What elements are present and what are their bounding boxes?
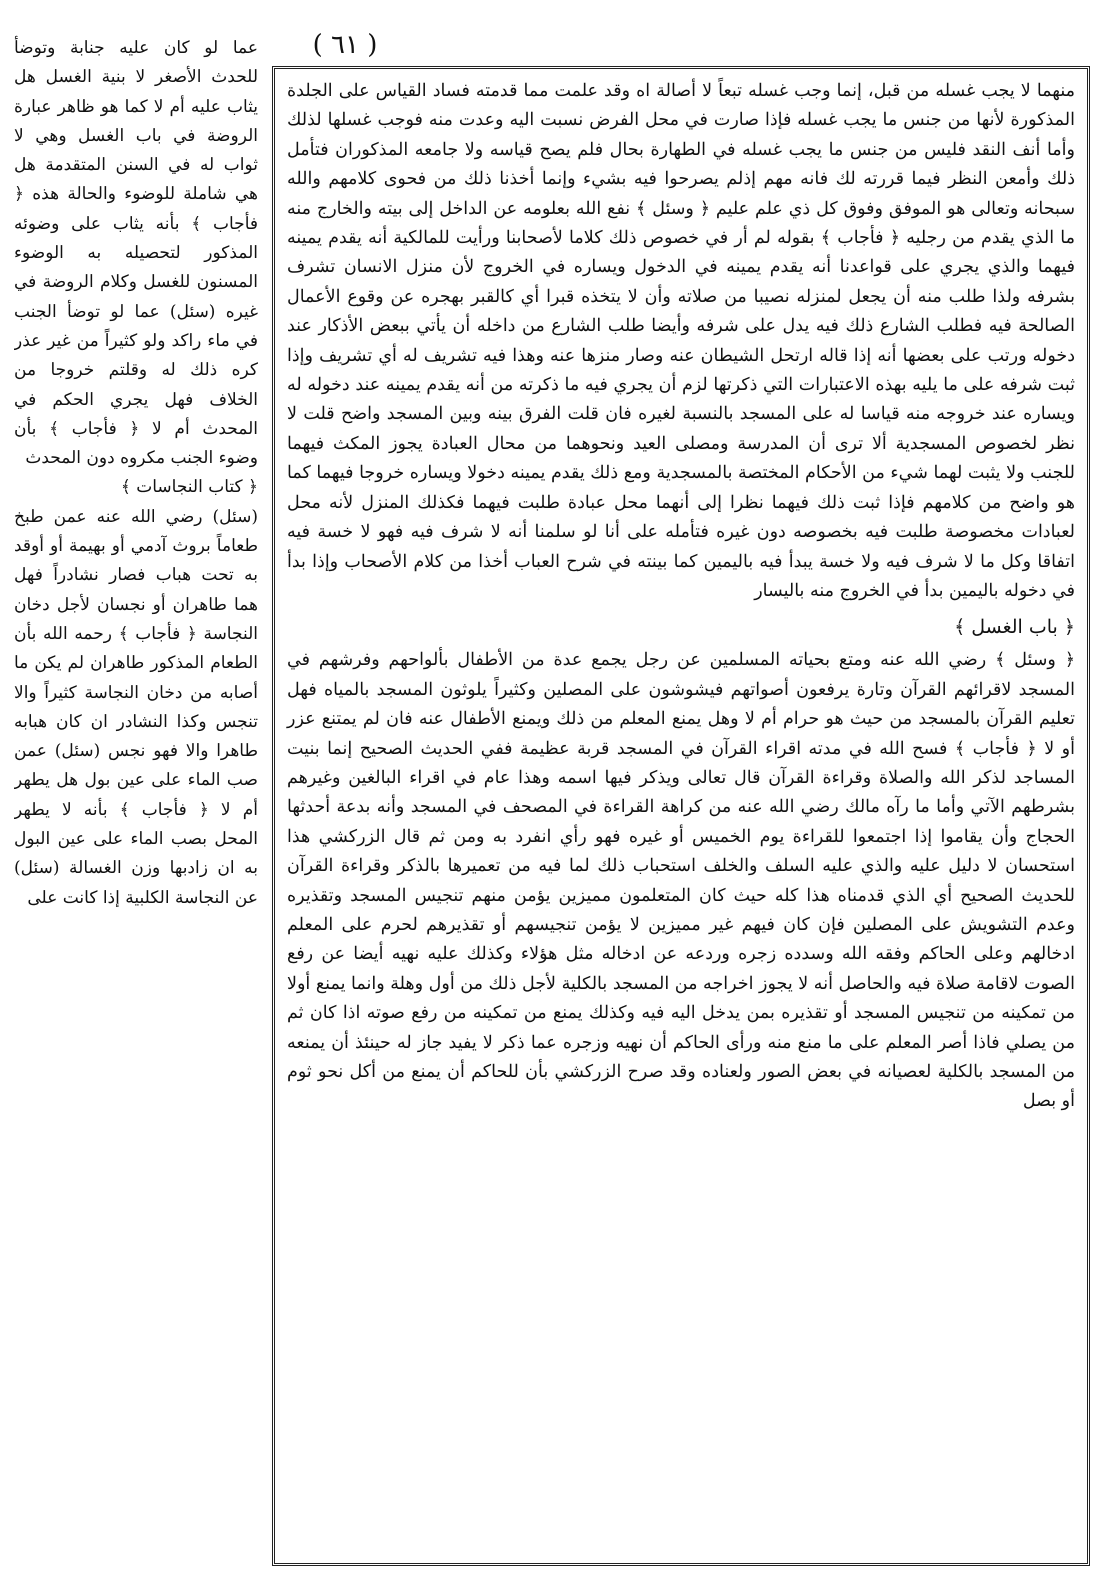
section-title-bab-al-ghusl: ﴿ باب الغسل ﴾ <box>954 616 1075 639</box>
main-paragraph-2: ﴿ وسئل ﴾ رضي الله عنه ومتع بحياته المسلمين عن رجل يجمع عدة من الأطفال بألواحهم وفرشهم في المسجد لاقرائهم القرآن وتارة يرفعون أصواتهم فيشوشون على المصلين وكثيراً يلوثون المسجد بالمياه فهل تعليم القرآن بالمسجد من حيث هو حرام أم لا وهل يمنع المعلم من ذلك ويمنع الأطفال عنه فان لم يمتنع عزر أو لا ﴿ فأجاب ﴾ فسح الله في مدته اقراء القرآن في المسجد قربة عظيمة ففي الحديث الصحيح إنما بنيت المساجد لذكر الله والصلاة وقراءة القرآن قال تعالى ويذكر فيها اسمه وهذا عام في اقراء البالغين وغيرهم بشرطهم الآتي وأما ما رآه مالك رضي الله عنه من كراهة القراءة في المصحف في المسجد وأنه بدعة أحدثها الحجاج وأن يقاموا إذا اجتمعوا للقراءة يوم الخميس أو غيره فهو رأي انفرد به ومن ثم قال الزركشي هذا استحسان لا دليل عليه والذي عليه السلف والخلف استحباب ذلك لما فيه من تعميرها بالذكر وقراءة القرآن للحديث الصحيح أي الذي قدمناه هذا كله حيث كان المتعلمون مميزين يؤمن منهم تنجيس المسجد وتقذيره وعدم التشويش على المصلين فإن كان فيهم غير مميزين لا يؤمن تنجيسهم أو تقذيرهم لحرم على المعلم ادخالهم وعلى الحاكم وفقه الله وسدده زجره وردعه عن ادخاله مثل هؤلاء وكذلك عليه نهيه أيضا عن رفع الصوت لاقامة صلاة فيه والحاصل أنه لا يجوز اخراجه من المسجد بالكلية لأجل ذلك من أول وهلة وانما يمنع أولا من تمكينه من تنجيس المسجد أو تقذيره بمن يدخل اليه فيه وكذلك يمنع من تمكينه من رفع صوته اذا كان ثم من يصلي فاذا أصر المعلم على ما منع منه ورأى الحاكم أن نهيه وزجره عما ذكر لا يفيد جاز له حينئذ أن يمنعه من المسجد بالكلية لعصيانه في بعض الصور ولعناده وقد صرح الزركشي بأن للحاكم أن يمنع من أكل نحو ثوم أو بصل <box>287 650 1075 1112</box>
main-paragraph-1: منهما لا يجب غسله من قبل، إنما وجب غسله تبعاً لا أصالة اه وقد علمت مما قدمته فساد القياس على الجلدة المذكورة لأنها من جنس ما يجب غسله فإذا صارت في محل الفرض نسبت اليه وعدت منه فوجب غسلها لذلك وأما أنف النقد فليس من جنس ما يجب غسله في الطهارة بحال فلم يصح قياسه ولا جامعه المذكوران فتأمل ذلك وأمعن النظر فيما قررته لك فانه مهم إذلم يصرحوا فيه بشيء وإنما أخذنا ذلك من فحوى كلامهم والله سبحانه وتعالى هو الموفق وفوق كل ذي علم عليم ﴿ وسئل ﴾ نفع الله بعلومه عن الداخل إلى بيته والخارج منه ما الذي يقدم من رجليه ﴿ فأجاب ﴾ بقوله لم أر في خصوص ذلك كلاما لأصحابنا ورأيت للمالكية أنه يقدم يمينه فيهما والذي يجري على قواعدنا أنه يقدم يمينه في الدخول ويساره في الخروج لأن منزل الانسان تشرف بشرفه ولذا طلب منه أن يجعل لمنزله نصيبا من صلاته وأن لا يتخذه قبرا أي كالقبر بهجره عن وقوع الأعمال الصالحة فيه فطلب الشارع ذلك فيه يدل على شرفه وأيضا طلب الشارع من داخله أن يأتي ببعض الأذكار عند دخوله ورتب على بعضها أنه إذا قاله ارتحل الشيطان عنه وصار منزها عنه وهذا فيه تشريف له أي تشريف وإذا ثبت شرفه على ما يليه بهذه الاعتبارات التي ذكرتها لزم أن يجري فيه ما ذكرته من أنه يقدم يمينه عند دخوله له ويساره عند خروجه منه قياسا له على المسجد بالنسبة لغيره فان قلت الفرق بينه وبين المسجد واضح قلت لا نظر لخصوص المسجدية ألا ترى أن المدرسة ومصلى العيد ونحوهما من محال العبادة يجوز المكث فيهما للجنب ولا يثبت لهما شيء من الأحكام المختصة بالمسجدية ومع ذلك يقدم يمينه دخولا ويساره خروجا فيهما كما هو واضح من كلامهم فإذا ثبت ذلك فيهما نظرا إلى أنهما محل عبادة طلبت فيهما فكذلك المنزل لأنه محل لعبادات مخصوصة طلبت فيه بخصوصه دون غيره فتأمله على أنا لو سلمنا أنه لا شرف فيه فهو لا خسة فيه اتفاقا وكل ما لا شرف فيه ولا خسة يبدأ فيه باليمين كما بينته في شرح العباب أخذا من كلام الأصحاب وإذا بدأ في دخوله باليمين بدأ في الخروج منه باليسار <box>287 81 1075 601</box>
page-number: ( ٦١ ) <box>312 30 378 60</box>
main-text-column <box>275 69 1087 1117</box>
main-text-frame <box>272 66 1090 1566</box>
margin-commentary-column <box>14 34 258 1574</box>
margin-section-title-kitab-al-najasat: ﴿ كتاب النجاسات ﴾ <box>120 477 258 498</box>
margin-paragraph-2: (سئل) رضي الله عنه عمن طبخ طعاماً بروث آدمي أو بهيمة أو أوقد به تحت هباب فصار نشادراً فهل هما طاهران أو نجسان لأجل دخان النجاسة ﴿ فأجاب ﴾ رحمه الله بأن الطعام المذكور طاهران لم يكن ما أصابه من دخان النجاسة كثيراً والا تنجس وكذا النشادر ان كان هبابه طاهرا والا فهو نجس (سئل) عمن صب الماء على عين بول هل يطهر أم لا ﴿ فأجاب ﴾ بأنه لا يطهر المحل بصب الماء على عين البول به ان زادبها وزن الغسالة (سئل) عن النجاسة الكلبية إذا كانت على <box>14 506 258 908</box>
margin-paragraph-1: عما لو كان عليه جنابة وتوضأ للحدث الأصغر لا بنية الغسل هل يثاب عليه أم لا كما هو ظاهر عبارة الروضة في باب الغسل وهي لا ثواب له في السنن المتقدمة هل هي شاملة للوضوء والحالة هذه ﴿ فأجاب ﴾ بأنه يثاب على وضوئه المذكور لتحصيله به الوضوء المسنون للغسل وكلام الروضة في غيره (سئل) عما لو توضأ الجنب في ماء راكد ولو كثيراً من غير عذر كره ذلك له وقلتم خروجا من الخلاف فهل يجري الحكم في المحدث أم لا ﴿ فأجاب ﴾ بأن وضوء الجنب مكروه دون المحدث <box>14 38 258 469</box>
